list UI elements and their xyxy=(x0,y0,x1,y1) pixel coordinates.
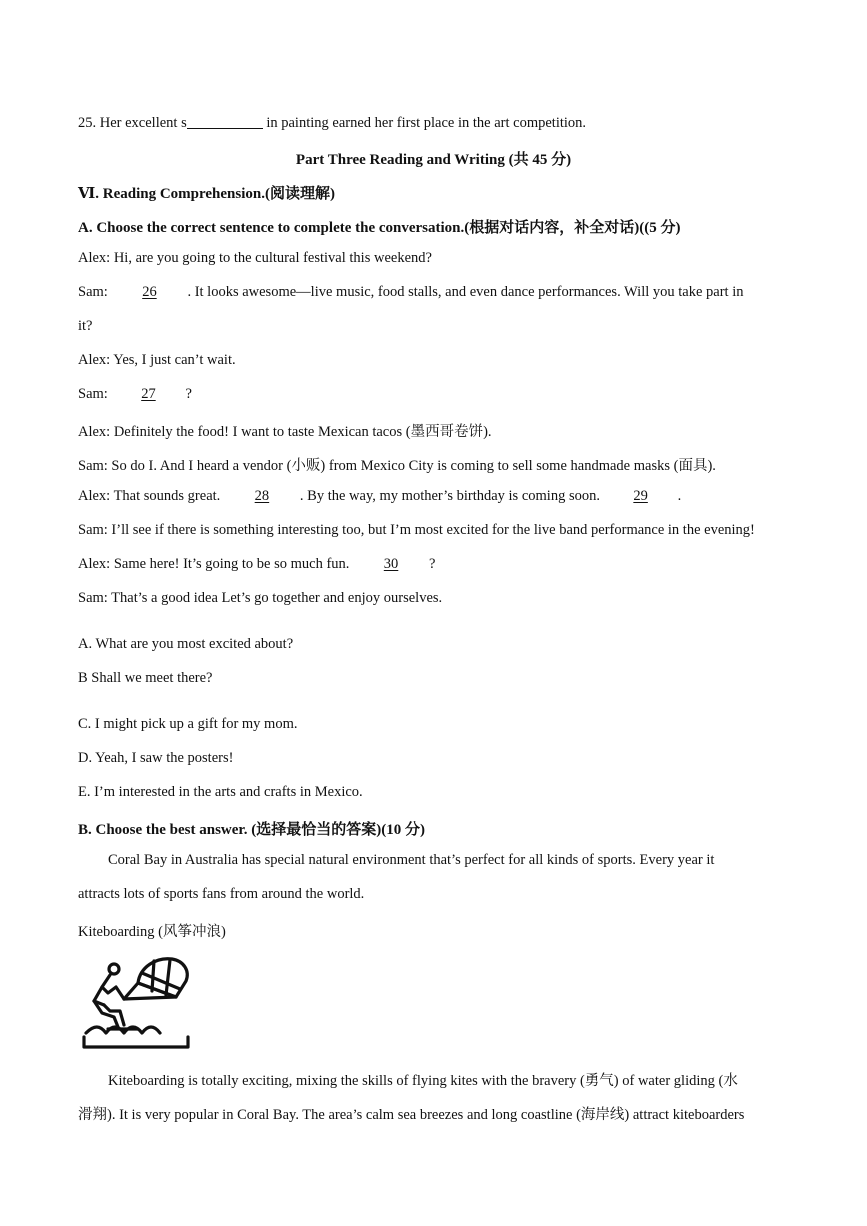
part-title: Part Three Reading and Writing (共 45 分) xyxy=(295,152,572,168)
dialogue-line-8-start: Alex: That sounds great. xyxy=(78,488,224,504)
dialogue-line-6: Alex: Definitely the food! I want to taste Mexican tacos (墨西哥卷饼). xyxy=(78,424,492,440)
section-b-title: B. Choose the best answer. (选择最恰当的答案)(10 分) xyxy=(78,822,425,838)
dialogue-line-7: Sam: So do I. And I heard a vendor (小贩) from Mexico City is coming to sell some handmade masks (面具). xyxy=(78,458,716,474)
option-c: C. I might pick up a gift for my mom. xyxy=(78,716,298,732)
section-a-title: A. Choose the correct sentence to complete the conversation.(根据对话内容，补全对话)((5 分) xyxy=(78,220,681,236)
dialogue-line-10-start: Alex: Same here! It’s going to be so much fun. xyxy=(78,556,354,572)
dialogue-line-10-end: ? xyxy=(429,556,436,572)
q25-text-before: 25. Her excellent s xyxy=(78,115,187,131)
dialogue-line-9: Sam: I’ll see if there is something interesting too, but I’m most excited for the live band performance in the evening! xyxy=(78,522,755,538)
blank-27-number: 27 xyxy=(141,386,156,402)
dialogue-line-8-end: . xyxy=(677,488,682,504)
speaker-sam: Sam: xyxy=(78,284,112,300)
dialogue-line-11: Sam: That’s a good idea Let’s go together and enjoy ourselves. xyxy=(78,590,443,606)
passage-paragraph-1-line-1: Coral Bay in Australia has special natural environment that’s perfect for all kinds of sports. Every year it xyxy=(108,852,715,868)
dialogue-line-1: Alex: Hi, are you going to the cultural festival this weekend? xyxy=(78,250,432,266)
option-b: B Shall we meet there? xyxy=(78,670,213,686)
dialogue-line-3: it? xyxy=(78,318,93,334)
option-d: D. Yeah, I saw the posters! xyxy=(78,750,234,766)
blank-27[interactable] xyxy=(111,386,185,403)
speaker-sam: Sam: xyxy=(78,386,112,402)
option-a: A. What are you most excited about? xyxy=(78,636,294,652)
section-6-title: Ⅵ. Reading Comprehension.(阅读理解) xyxy=(78,186,335,202)
blank-26-number: 26 xyxy=(142,284,157,300)
dialogue-line-5 xyxy=(78,386,192,403)
passage-paragraph-1-line-2: attracts lots of sports fans from around the world. xyxy=(78,886,365,902)
q25-text-after: in painting earned her first place in the art competition. xyxy=(262,115,587,131)
blank-29-number: 29 xyxy=(633,488,648,504)
blank-28-number: 28 xyxy=(254,488,270,504)
blank-26[interactable] xyxy=(111,284,187,301)
question-25 xyxy=(78,114,586,132)
dialogue-line-5-text: ? xyxy=(185,386,192,402)
dialogue-line-2 xyxy=(78,284,743,301)
q25-blank[interactable] xyxy=(187,114,263,129)
dialogue-line-8-mid: . By the way, my mother’s birthday is coming soon. xyxy=(299,488,604,504)
blank-28[interactable] xyxy=(224,488,300,505)
dialogue-line-4: Alex: Yes, I just can’t wait. xyxy=(78,352,236,368)
option-e: E. I’m interested in the arts and crafts in Mexico. xyxy=(78,784,363,800)
dialogue-line-8 xyxy=(78,488,681,505)
blank-30[interactable] xyxy=(353,556,429,573)
dialogue-line-10 xyxy=(78,556,435,573)
passage-paragraph-2-line-1: Kiteboarding is totally exciting, mixing the skills of flying kites with the bravery (勇气) of water gliding (水 xyxy=(108,1073,738,1089)
kiteboarding-heading: Kiteboarding (风筝冲浪) xyxy=(78,924,226,940)
passage-paragraph-2-line-2: 滑翔). It is very popular in Coral Bay. The area’s calm sea breezes and long coastline (海岸线) attract kiteboarders xyxy=(78,1107,745,1123)
kiteboarding-icon xyxy=(80,953,192,1053)
blank-30-number: 30 xyxy=(383,556,399,572)
dialogue-line-2-text: . It looks awesome—live music, food stalls, and even dance performances. Will you take part in xyxy=(187,284,744,300)
blank-29[interactable] xyxy=(604,488,678,505)
